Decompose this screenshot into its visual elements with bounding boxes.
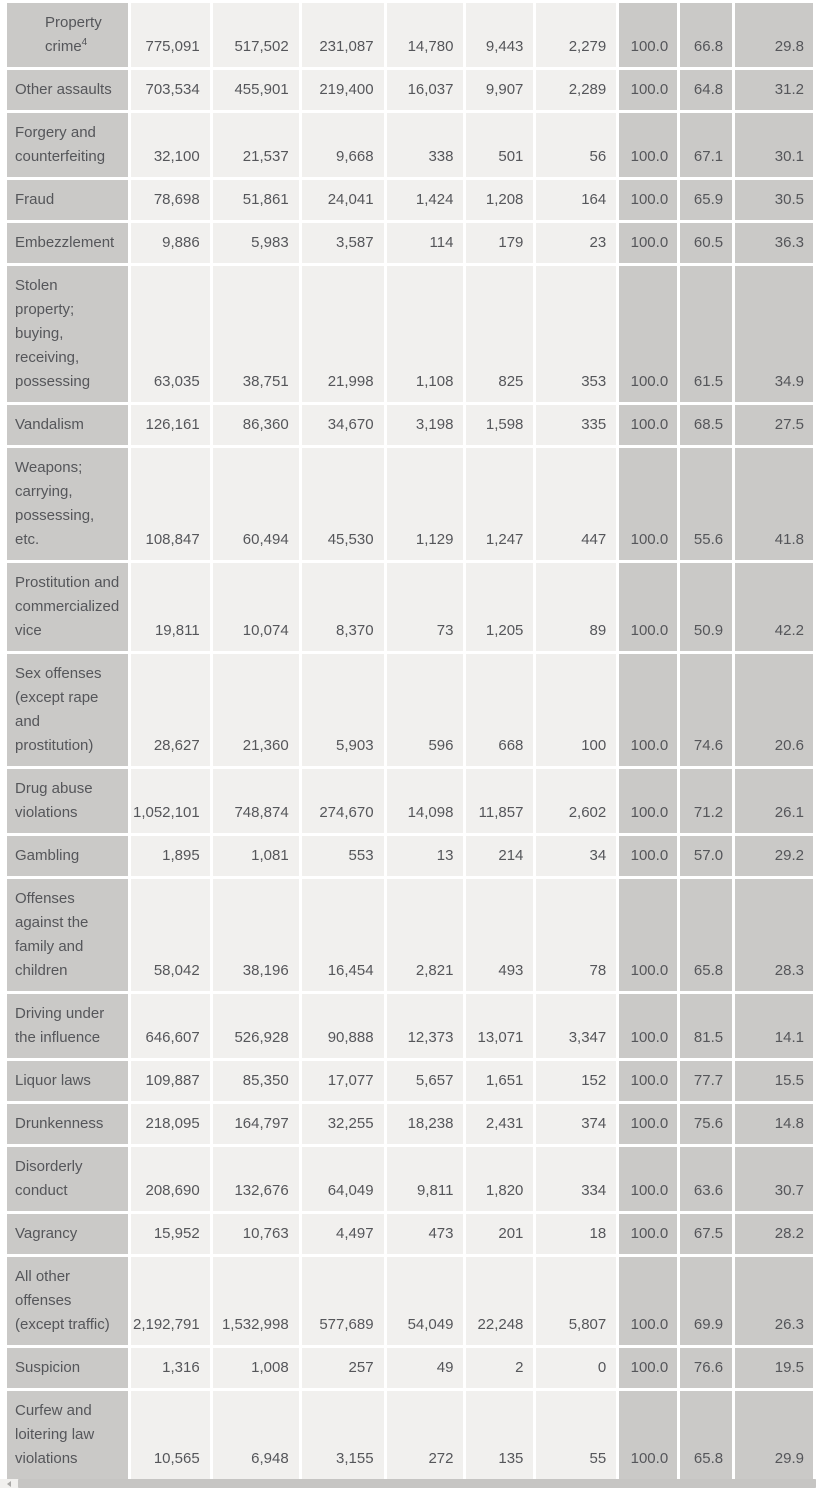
count-cell: 55 xyxy=(536,1391,616,1479)
count-cell: 9,668 xyxy=(302,113,384,177)
count-cell: 1,081 xyxy=(213,836,299,876)
percent-cell: 68.5 xyxy=(680,405,732,445)
count-cell: 73 xyxy=(387,563,464,651)
table-row xyxy=(7,563,813,651)
percent-cell: 34.9 xyxy=(735,266,813,402)
percent-cell: 63.6 xyxy=(680,1147,732,1211)
percent-cell: 29.2 xyxy=(735,836,813,876)
percent-cell: 36.3 xyxy=(735,223,813,263)
percent-cell: 100.0 xyxy=(619,1391,677,1479)
count-cell: 17,077 xyxy=(302,1061,384,1101)
table-row xyxy=(7,994,813,1058)
percent-cell: 100.0 xyxy=(619,113,677,177)
percent-cell: 60.5 xyxy=(680,223,732,263)
offense-label-cell: All other offenses (except traffic) xyxy=(7,1257,128,1345)
offense-label-cell: Drug abuse violations xyxy=(7,769,128,833)
percent-cell: 100.0 xyxy=(619,3,677,67)
count-cell: 12,373 xyxy=(387,994,464,1058)
count-cell: 374 xyxy=(536,1104,616,1144)
table-row xyxy=(7,3,813,67)
percent-cell: 100.0 xyxy=(619,769,677,833)
percent-cell: 100.0 xyxy=(619,448,677,560)
offense-label-cell: Other assaults xyxy=(7,70,128,110)
count-cell: 2,602 xyxy=(536,769,616,833)
count-cell: 9,443 xyxy=(466,3,533,67)
offense-table-body xyxy=(7,3,813,1479)
percent-cell: 75.6 xyxy=(680,1104,732,1144)
percent-cell: 100.0 xyxy=(619,563,677,651)
table-row xyxy=(7,70,813,110)
count-cell: 60,494 xyxy=(213,448,299,560)
offense-label-cell: Vagrancy xyxy=(7,1214,128,1254)
percent-cell: 14.8 xyxy=(735,1104,813,1144)
count-cell: 1,820 xyxy=(466,1147,533,1211)
scrollbar-thumb[interactable] xyxy=(18,1479,816,1488)
percent-cell: 76.6 xyxy=(680,1348,732,1388)
percent-cell: 64.8 xyxy=(680,70,732,110)
percent-cell: 100.0 xyxy=(619,1147,677,1211)
count-cell: 218,095 xyxy=(131,1104,210,1144)
table-row xyxy=(7,769,813,833)
table-row xyxy=(7,1257,813,1345)
percent-cell: 29.8 xyxy=(735,3,813,67)
percent-cell: 57.0 xyxy=(680,836,732,876)
count-cell: 1,052,101 xyxy=(131,769,210,833)
percent-cell: 27.5 xyxy=(735,405,813,445)
offense-label-cell: Weapons; carrying, possessing, etc. xyxy=(7,448,128,560)
count-cell: 21,360 xyxy=(213,654,299,766)
count-cell: 5,983 xyxy=(213,223,299,263)
count-cell: 21,537 xyxy=(213,113,299,177)
count-cell: 38,196 xyxy=(213,879,299,991)
count-cell: 825 xyxy=(466,266,533,402)
percent-cell: 100.0 xyxy=(619,1257,677,1345)
offense-label-cell: Property crime$^4$ xyxy=(7,3,128,67)
count-cell: 335 xyxy=(536,405,616,445)
count-cell: 257 xyxy=(302,1348,384,1388)
percent-cell: 42.2 xyxy=(735,563,813,651)
count-cell: 56 xyxy=(536,113,616,177)
count-cell: 152 xyxy=(536,1061,616,1101)
percent-cell: 26.1 xyxy=(735,769,813,833)
percent-cell: 100.0 xyxy=(619,1061,677,1101)
percent-cell: 100.0 xyxy=(619,70,677,110)
count-cell: 1,247 xyxy=(466,448,533,560)
count-cell: 21,998 xyxy=(302,266,384,402)
percent-cell: 55.6 xyxy=(680,448,732,560)
percent-cell: 100.0 xyxy=(619,223,677,263)
count-cell: 58,042 xyxy=(131,879,210,991)
offense-label-cell: Driving under the influence xyxy=(7,994,128,1058)
offense-label-cell: Curfew and loitering law violations xyxy=(7,1391,128,1479)
count-cell: 16,454 xyxy=(302,879,384,991)
arrests-by-offense-table xyxy=(4,0,816,1479)
count-cell: 4,497 xyxy=(302,1214,384,1254)
count-cell: 473 xyxy=(387,1214,464,1254)
count-cell: 5,903 xyxy=(302,654,384,766)
count-cell: 10,074 xyxy=(213,563,299,651)
count-cell: 34,670 xyxy=(302,405,384,445)
percent-cell: 100.0 xyxy=(619,879,677,991)
count-cell: 45,530 xyxy=(302,448,384,560)
percent-cell: 41.8 xyxy=(735,448,813,560)
percent-cell: 66.8 xyxy=(680,3,732,67)
percent-cell: 65.9 xyxy=(680,180,732,220)
count-cell: 5,807 xyxy=(536,1257,616,1345)
count-cell: 9,811 xyxy=(387,1147,464,1211)
offense-label-cell: Suspicion xyxy=(7,1348,128,1388)
percent-cell: 100.0 xyxy=(619,1348,677,1388)
count-cell: 517,502 xyxy=(213,3,299,67)
count-cell: 1,316 xyxy=(131,1348,210,1388)
table-row xyxy=(7,113,813,177)
table-row xyxy=(7,1214,813,1254)
count-cell: 3,198 xyxy=(387,405,464,445)
count-cell: 1,424 xyxy=(387,180,464,220)
count-cell: 13 xyxy=(387,836,464,876)
count-cell: 18 xyxy=(536,1214,616,1254)
count-cell: 338 xyxy=(387,113,464,177)
count-cell: 28,627 xyxy=(131,654,210,766)
count-cell: 1,205 xyxy=(466,563,533,651)
table-row xyxy=(7,1348,813,1388)
count-cell: 1,108 xyxy=(387,266,464,402)
percent-cell: 26.3 xyxy=(735,1257,813,1345)
count-cell: 109,887 xyxy=(131,1061,210,1101)
percent-cell: 100.0 xyxy=(619,836,677,876)
count-cell: 2,289 xyxy=(536,70,616,110)
count-cell: 353 xyxy=(536,266,616,402)
offense-label-cell: Stolen property; buying, receiving, possessing xyxy=(7,266,128,402)
percent-cell: 29.9 xyxy=(735,1391,813,1479)
table-row xyxy=(7,836,813,876)
count-cell: 2,431 xyxy=(466,1104,533,1144)
count-cell: 748,874 xyxy=(213,769,299,833)
count-cell: 455,901 xyxy=(213,70,299,110)
offense-label-cell: Vandalism xyxy=(7,405,128,445)
count-cell: 54,049 xyxy=(387,1257,464,1345)
count-cell: 10,763 xyxy=(213,1214,299,1254)
count-cell: 231,087 xyxy=(302,3,384,67)
count-cell: 179 xyxy=(466,223,533,263)
count-cell: 1,651 xyxy=(466,1061,533,1101)
count-cell: 214 xyxy=(466,836,533,876)
table-row xyxy=(7,1061,813,1101)
count-cell: 775,091 xyxy=(131,3,210,67)
count-cell: 1,129 xyxy=(387,448,464,560)
percent-cell: 67.5 xyxy=(680,1214,732,1254)
offense-label-cell: Embezzlement xyxy=(7,223,128,263)
count-cell: 108,847 xyxy=(131,448,210,560)
count-cell: 89 xyxy=(536,563,616,651)
percent-cell: 65.8 xyxy=(680,1391,732,1479)
percent-cell: 50.9 xyxy=(680,563,732,651)
count-cell: 132,676 xyxy=(213,1147,299,1211)
count-cell: 3,347 xyxy=(536,994,616,1058)
percent-cell: 71.2 xyxy=(680,769,732,833)
offense-label-cell: Prostitution and commercialized vice xyxy=(7,563,128,651)
count-cell: 501 xyxy=(466,113,533,177)
count-cell: 208,690 xyxy=(131,1147,210,1211)
percent-cell: 67.1 xyxy=(680,113,732,177)
count-cell: 219,400 xyxy=(302,70,384,110)
count-cell: 19,811 xyxy=(131,563,210,651)
percent-cell: 14.1 xyxy=(735,994,813,1058)
count-cell: 164 xyxy=(536,180,616,220)
count-cell: 32,100 xyxy=(131,113,210,177)
offense-label-cell: Offenses against the family and children xyxy=(7,879,128,991)
count-cell: 646,607 xyxy=(131,994,210,1058)
count-cell: 3,155 xyxy=(302,1391,384,1479)
count-cell: 9,907 xyxy=(466,70,533,110)
count-cell: 1,895 xyxy=(131,836,210,876)
percent-cell: 100.0 xyxy=(619,1104,677,1144)
count-cell: 16,037 xyxy=(387,70,464,110)
percent-cell: 15.5 xyxy=(735,1061,813,1101)
offense-label-cell: Disorderly conduct xyxy=(7,1147,128,1211)
count-cell: 553 xyxy=(302,836,384,876)
table-row xyxy=(7,654,813,766)
count-cell: 3,587 xyxy=(302,223,384,263)
table-row xyxy=(7,448,813,560)
table-row xyxy=(7,1147,813,1211)
table-row xyxy=(7,180,813,220)
count-cell: 13,071 xyxy=(466,994,533,1058)
count-cell: 2 xyxy=(466,1348,533,1388)
percent-cell: 65.8 xyxy=(680,879,732,991)
scroll-left-arrow-icon xyxy=(7,1481,11,1487)
count-cell: 447 xyxy=(536,448,616,560)
offense-label-cell: Drunkenness xyxy=(7,1104,128,1144)
count-cell: 0 xyxy=(536,1348,616,1388)
percent-cell: 100.0 xyxy=(619,180,677,220)
percent-cell: 30.7 xyxy=(735,1147,813,1211)
percent-cell: 100.0 xyxy=(619,266,677,402)
percent-cell: 100.0 xyxy=(619,654,677,766)
count-cell: 78,698 xyxy=(131,180,210,220)
count-cell: 164,797 xyxy=(213,1104,299,1144)
table-row xyxy=(7,879,813,991)
offense-label-cell: Gambling xyxy=(7,836,128,876)
count-cell: 2,192,791 xyxy=(131,1257,210,1345)
count-cell: 49 xyxy=(387,1348,464,1388)
count-cell: 274,670 xyxy=(302,769,384,833)
offense-label-cell: Forgery and counterfeiting xyxy=(7,113,128,177)
offense-label-cell: Sex offenses (except rape and prostitution) xyxy=(7,654,128,766)
count-cell: 14,780 xyxy=(387,3,464,67)
count-cell: 334 xyxy=(536,1147,616,1211)
count-cell: 11,857 xyxy=(466,769,533,833)
table-row xyxy=(7,1391,813,1479)
count-cell: 32,255 xyxy=(302,1104,384,1144)
count-cell: 668 xyxy=(466,654,533,766)
horizontal-scrollbar[interactable] xyxy=(0,1479,816,1488)
table-row xyxy=(7,405,813,445)
count-cell: 1,008 xyxy=(213,1348,299,1388)
count-cell: 9,886 xyxy=(131,223,210,263)
table-row xyxy=(7,266,813,402)
percent-cell: 69.9 xyxy=(680,1257,732,1345)
count-cell: 1,532,998 xyxy=(213,1257,299,1345)
count-cell: 34 xyxy=(536,836,616,876)
table-row xyxy=(7,223,813,263)
percent-cell: 61.5 xyxy=(680,266,732,402)
count-cell: 2,821 xyxy=(387,879,464,991)
percent-cell: 100.0 xyxy=(619,994,677,1058)
count-cell: 272 xyxy=(387,1391,464,1479)
count-cell: 493 xyxy=(466,879,533,991)
percent-cell: 20.6 xyxy=(735,654,813,766)
count-cell: 51,861 xyxy=(213,180,299,220)
count-cell: 85,350 xyxy=(213,1061,299,1101)
scroll-left-button[interactable] xyxy=(0,1479,17,1488)
count-cell: 201 xyxy=(466,1214,533,1254)
table-row xyxy=(7,1104,813,1144)
count-cell: 15,952 xyxy=(131,1214,210,1254)
count-cell: 126,161 xyxy=(131,405,210,445)
offense-label-cell: Liquor laws xyxy=(7,1061,128,1101)
percent-cell: 74.6 xyxy=(680,654,732,766)
percent-cell: 30.5 xyxy=(735,180,813,220)
count-cell: 63,035 xyxy=(131,266,210,402)
count-cell: 86,360 xyxy=(213,405,299,445)
count-cell: 5,657 xyxy=(387,1061,464,1101)
count-cell: 90,888 xyxy=(302,994,384,1058)
percent-cell: 30.1 xyxy=(735,113,813,177)
count-cell: 2,279 xyxy=(536,3,616,67)
percent-cell: 28.3 xyxy=(735,879,813,991)
percent-cell: 19.5 xyxy=(735,1348,813,1388)
count-cell: 135 xyxy=(466,1391,533,1479)
count-cell: 8,370 xyxy=(302,563,384,651)
percent-cell: 77.7 xyxy=(680,1061,732,1101)
count-cell: 1,208 xyxy=(466,180,533,220)
count-cell: 577,689 xyxy=(302,1257,384,1345)
count-cell: 18,238 xyxy=(387,1104,464,1144)
count-cell: 14,098 xyxy=(387,769,464,833)
offense-label-cell: Fraud xyxy=(7,180,128,220)
percent-cell: 100.0 xyxy=(619,1214,677,1254)
count-cell: 526,928 xyxy=(213,994,299,1058)
count-cell: 6,948 xyxy=(213,1391,299,1479)
count-cell: 596 xyxy=(387,654,464,766)
footnote-marker: 4 xyxy=(81,37,88,48)
percent-cell: 31.2 xyxy=(735,70,813,110)
count-cell: 24,041 xyxy=(302,180,384,220)
count-cell: 114 xyxy=(387,223,464,263)
count-cell: 1,598 xyxy=(466,405,533,445)
count-cell: 38,751 xyxy=(213,266,299,402)
count-cell: 100 xyxy=(536,654,616,766)
percent-cell: 28.2 xyxy=(735,1214,813,1254)
percent-cell: 100.0 xyxy=(619,405,677,445)
count-cell: 22,248 xyxy=(466,1257,533,1345)
count-cell: 78 xyxy=(536,879,616,991)
count-cell: 703,534 xyxy=(131,70,210,110)
percent-cell: 81.5 xyxy=(680,994,732,1058)
count-cell: 10,565 xyxy=(131,1391,210,1479)
count-cell: 64,049 xyxy=(302,1147,384,1211)
count-cell: 23 xyxy=(536,223,616,263)
